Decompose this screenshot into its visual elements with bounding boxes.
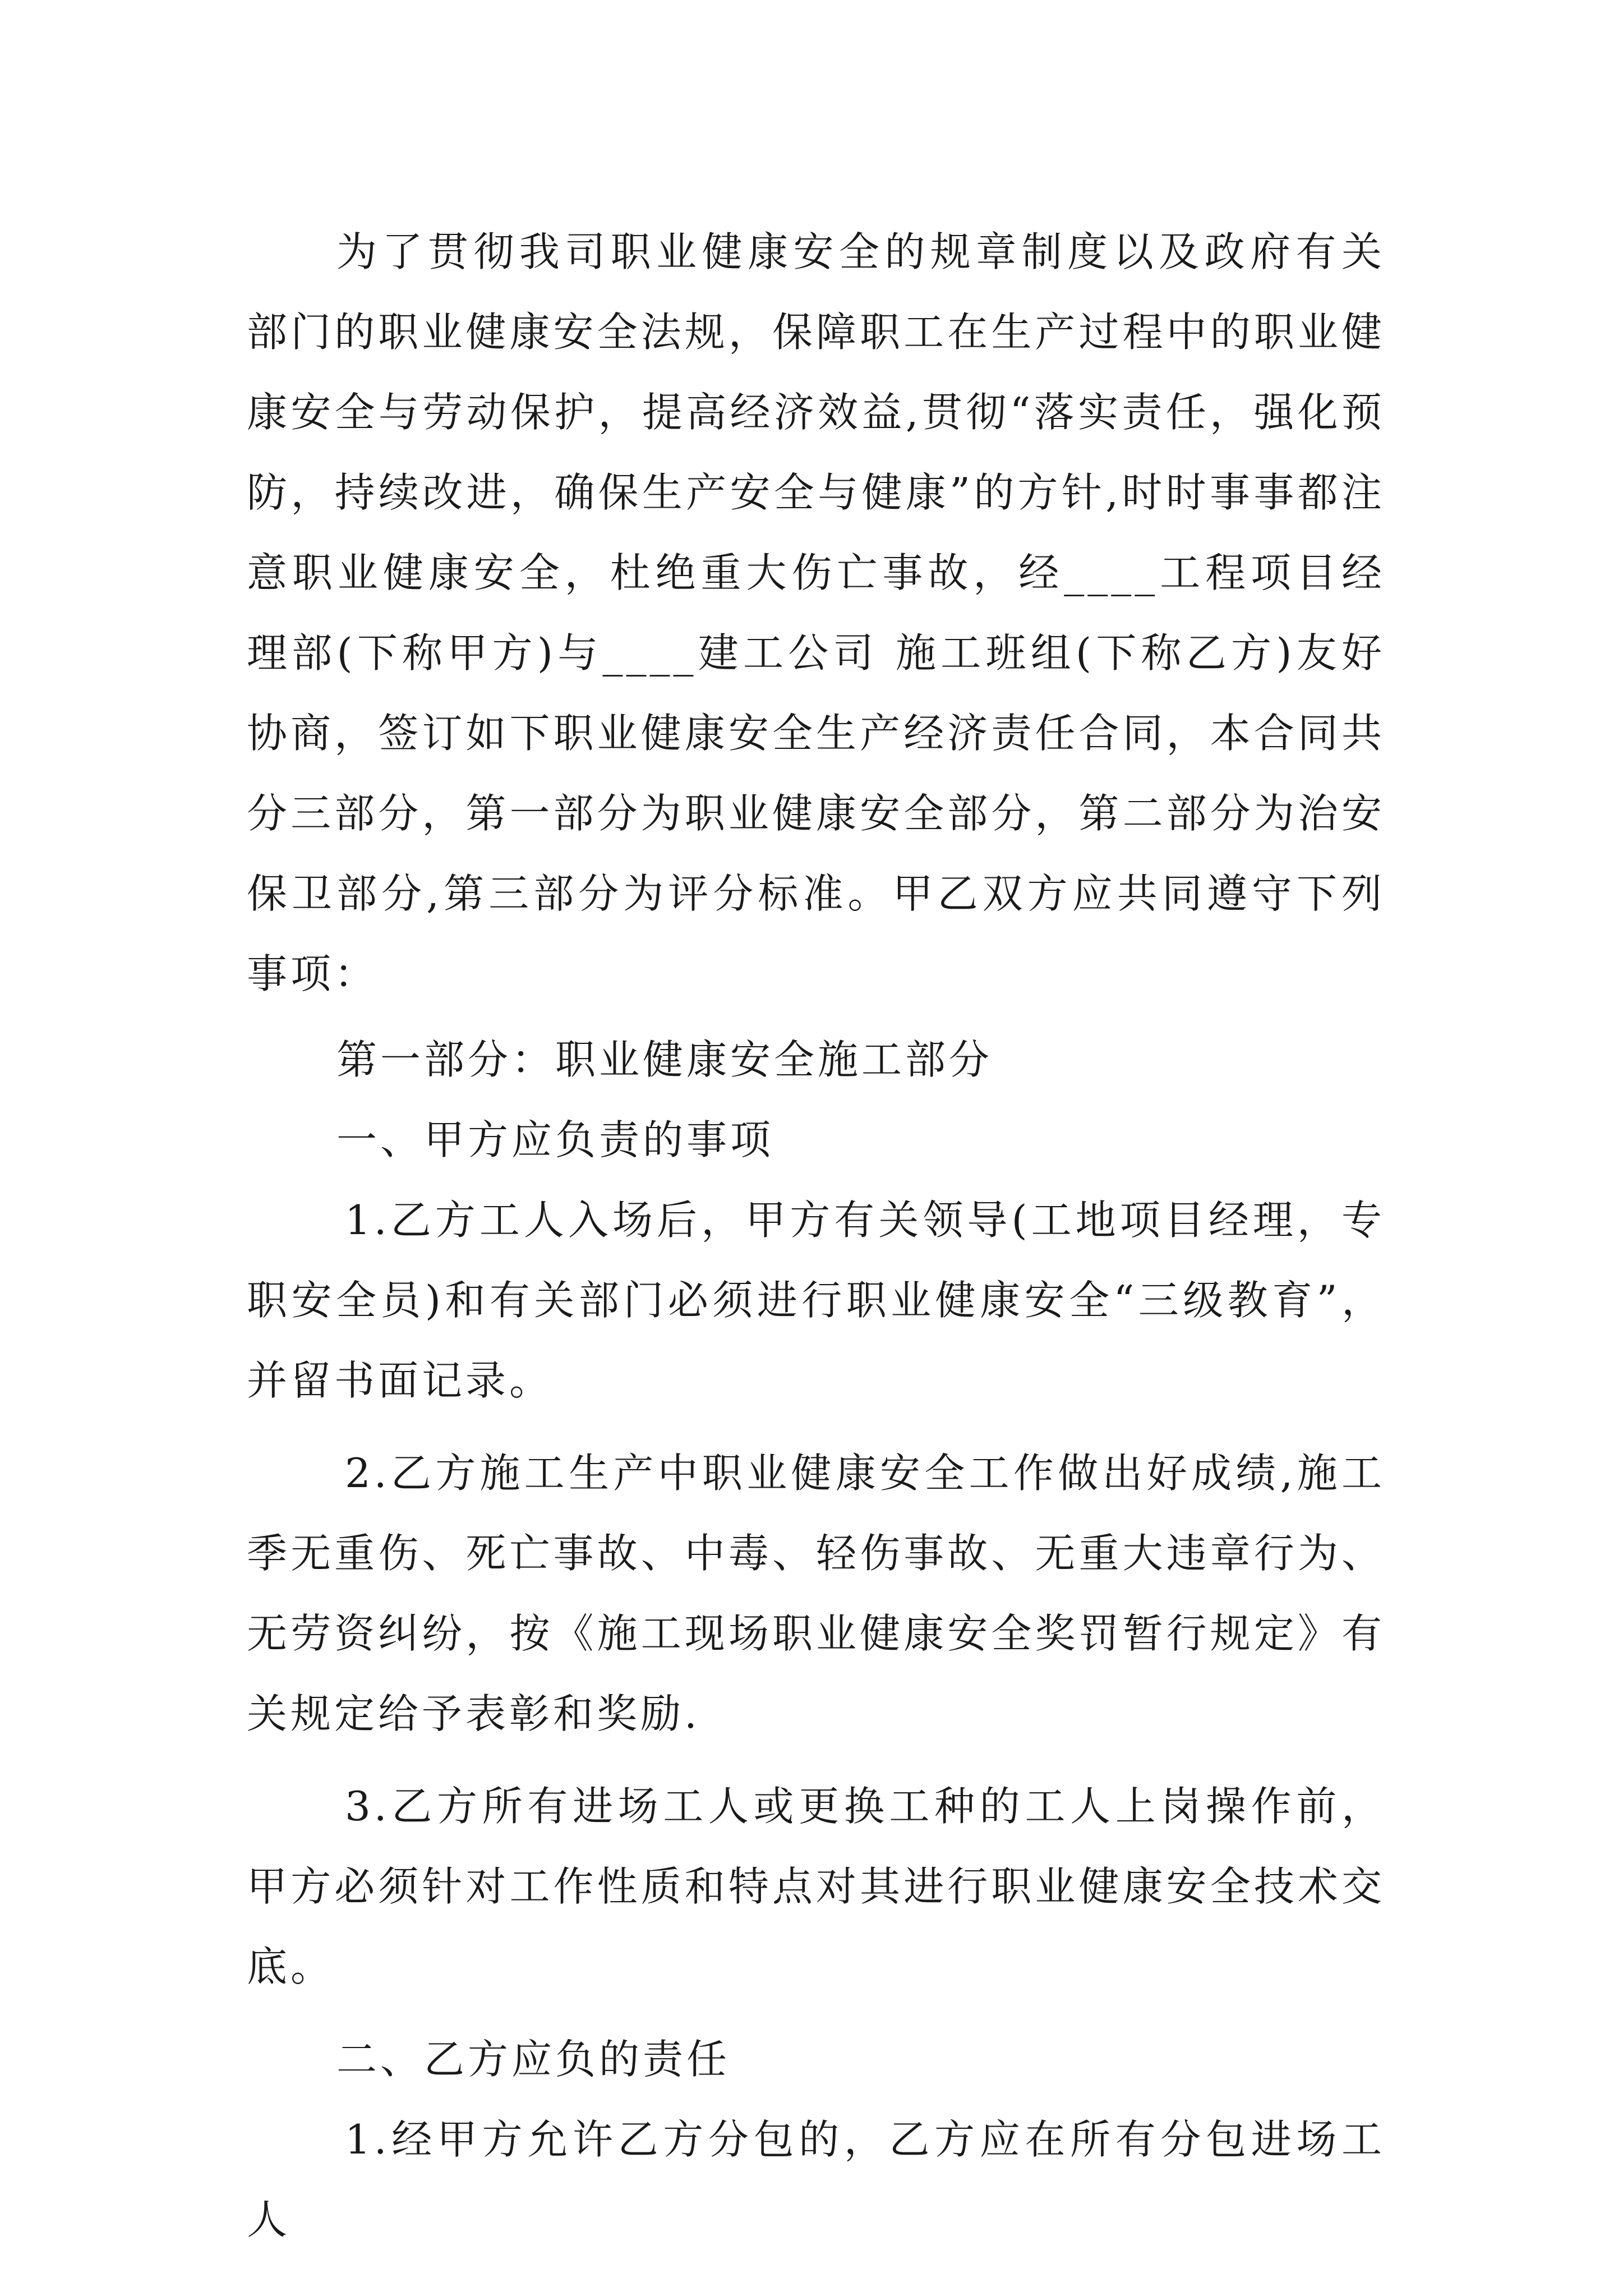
section-one-item-3: 3.乙方所有进场工人或更换工种的工人上岗操作前，甲方必须针对工作性质和特点对其进行职业健康安全技术交底。 <box>247 1783 1385 1990</box>
section-one-item-1: 1.乙方工人入场后，甲方有关领导(工地项目经理，专职安全员)和有关部门必须进行职业健康安全“三级教育”，并留书面记录。 <box>247 1197 1385 1404</box>
section-two-item-1: 1.经甲方允许乙方分包的，乙方应在所有分包进场工人 <box>247 2116 1385 2243</box>
section-two-title: 二、乙方应负的责任 <box>336 2036 731 2083</box>
section-one-title: 一、甲方应负责的事项 <box>336 1116 774 1163</box>
intro-paragraph: 为了贯彻我司职业健康安全的规章制度以及政府有关部门的职业健康安全法规，保障职工在生产过程中的职业健康安全与劳动保护，提高经济效益,贯彻“落实责任，强化预防，持续改进，确保生产安全与健康”的方针,时时事事都注意职业健康安全，杜绝重大伤亡事故，经____工程项目经理部(下称甲方)与____建工公司 施工班组(下称乙方)友好协商，签订如下职业健康安全生产经济责任合同，本合同共分三部分，第一部分为职业健康安全部分，第二部分为治安保卫部分,第三部分为评分标准。甲乙双方应共同遵守下列事项： <box>247 228 1385 997</box>
document-body <box>247 212 1385 2260</box>
part-one-title: 第一部分：职业健康安全施工部分 <box>336 1036 993 1083</box>
section-one-item-2: 2.乙方施工生产中职业健康安全工作做出好成绩,施工季无重伤、死亡事故、中毒、轻伤事故、无重大违章行为、无劳资纠纷，按《施工现场职业健康安全奖罚暂行规定》有关规定给予表彰和奖励. <box>247 1450 1385 1737</box>
